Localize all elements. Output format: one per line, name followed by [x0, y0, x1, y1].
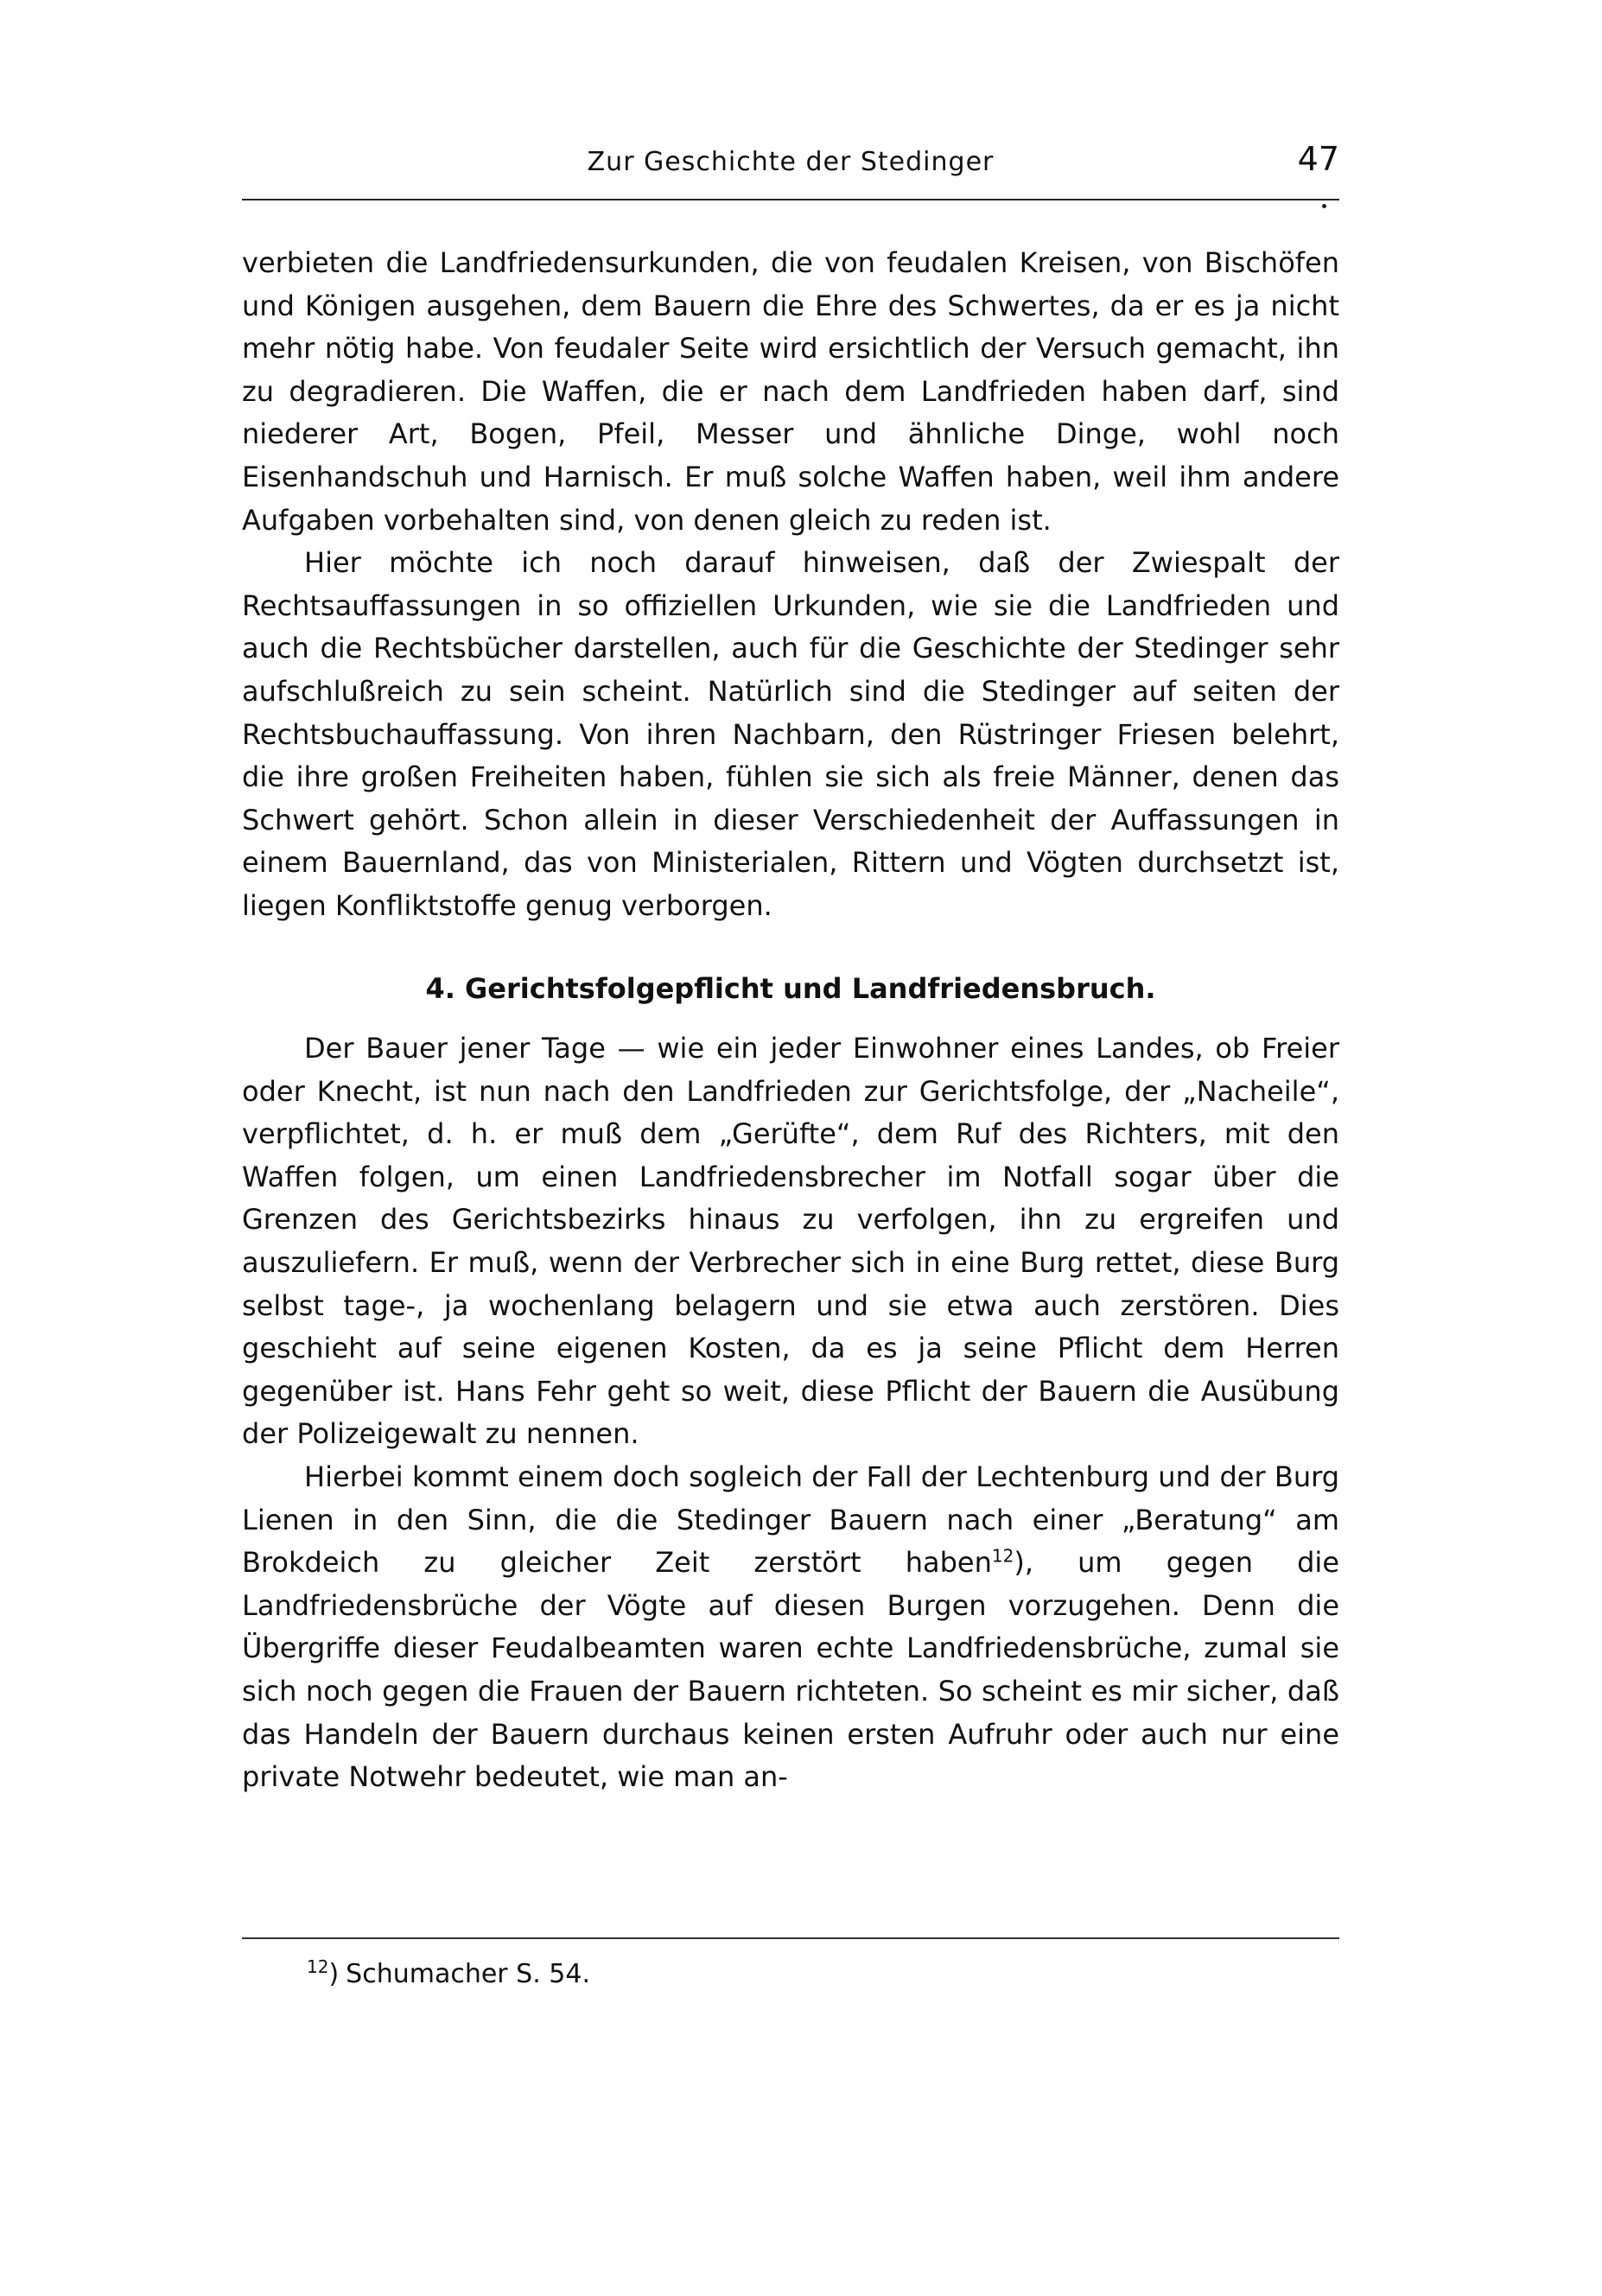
footnote-reference: 12 [991, 1545, 1014, 1567]
section-heading: 4. Gerichtsfolgepflicht und Landfriedensbruch. [425, 971, 1156, 1005]
page-number: 47 [1297, 140, 1339, 178]
body-text [242, 242, 1339, 1799]
paragraph-4 [242, 1456, 1339, 1799]
footnote [307, 1955, 1257, 1994]
running-head [242, 138, 1339, 190]
header-rule [242, 199, 1339, 200]
footnote-marker-number: 12 [307, 1956, 329, 1977]
header-rule-mark [1322, 204, 1326, 208]
footnote-marker [307, 1956, 340, 1989]
paragraph-4-part-2: ), um gegen die Landfriedensbrüche der Vögte auf diesen Burgen vorzugehen. Denn die Übergriffe dieser Feudalbeamten waren echte Landfriedensbrüche, zumal sie sich noch gegen die Frauen der Bauern richteten. So scheint es mir sicher, daß das Handeln der Bauern durchaus keinen ersten Aufruhr oder auch nur eine private Notwehr bedeutet, wie man an- [242, 1546, 1340, 1794]
paragraph-3: Der Bauer jener Tage — wie ein jeder Einwohner eines Landes, ob Freier oder Knecht, ist nun nach den Landfrieden zur Gerichtsfolge, der „Nacheile“, verpflichtet, d. h. er muß dem „Gerüfte“, dem Ruf des Richters, mit den Waffen folgen, um einen Landfriedensbrecher im Notfall sogar über die Grenzen des Gerichtsbezirks hinaus zu verfolgen, ihn zu ergreifen und auszuliefern. Er muß, wenn der Verbrecher sich in eine Burg rettet, diese Burg selbst tage-, ja wochenlang belagern und sie etwa auch zerstören. Dies geschieht auf seine eigenen Kosten, da es ja seine Pflicht dem Herren gegenüber ist. Hans Fehr geht so weit, diese Pflicht der Bauern die Ausübung der Polizeigewalt zu nennen. [242, 1032, 1339, 1451]
footnote-rule [242, 1937, 1339, 1939]
paragraph-4-part-1: Hierbei kommt einem doch sogleich der Fall der Lechtenburg und der Burg Lienen in den Sinn, die die Stedinger Bauern nach einer „Beratung“ am Brokdeich zu gleicher Zeit zerstört haben [242, 1460, 1339, 1580]
footnote-marker-suffix: ) [328, 1959, 340, 1989]
paragraph-2: Hier möchte ich noch darauf hinweisen, daß der Zwiespalt der Rechtsauffassungen in so offiziellen Urkunden, wie sie die Landfrieden und auch die Rechtsbücher darstellen, auch für die Geschichte der Stedinger sehr aufschlußreich zu sein scheint. Natürlich sind die Stedinger auf seiten der Rechtsbuchauffassung. Von ihren Nachbarn, den Rüstringer Friesen belehrt, die ihre großen Freiheiten haben, fühlen sie sich als freie Männer, denen das Schwert gehört. Schon allein in dieser Verschiedenheit der Auffassungen in einem Bauernland, das von Ministerialen, Rittern und Vögten durchsetzt ist, liegen Konfliktstoffe genug verborgen. [242, 546, 1339, 922]
paragraph-1: verbieten die Landfriedensurkunden, die von feudalen Kreisen, von Bischöfen und Königen ausgehen, dem Bauern die Ehre des Schwertes, da er es ja nicht mehr nötig habe. Von feudaler Seite wird ersichtlich der Versuch gemacht, ihn zu degradieren. Die Waffen, die er nach dem Landfrieden haben darf, sind niederer Art, Bogen, Pfeil, Messer und ähnliche Dinge, wohl noch Eisenhandschuh und Harnisch. Er muß solche Waffen haben, weil ihm andere Aufgaben vorbehalten sind, von denen gleich zu reden ist. [242, 246, 1339, 537]
footnote-text: Schumacher S. 54. [346, 1959, 591, 1989]
running-title: Zur Geschichte der Stedinger [587, 147, 995, 177]
